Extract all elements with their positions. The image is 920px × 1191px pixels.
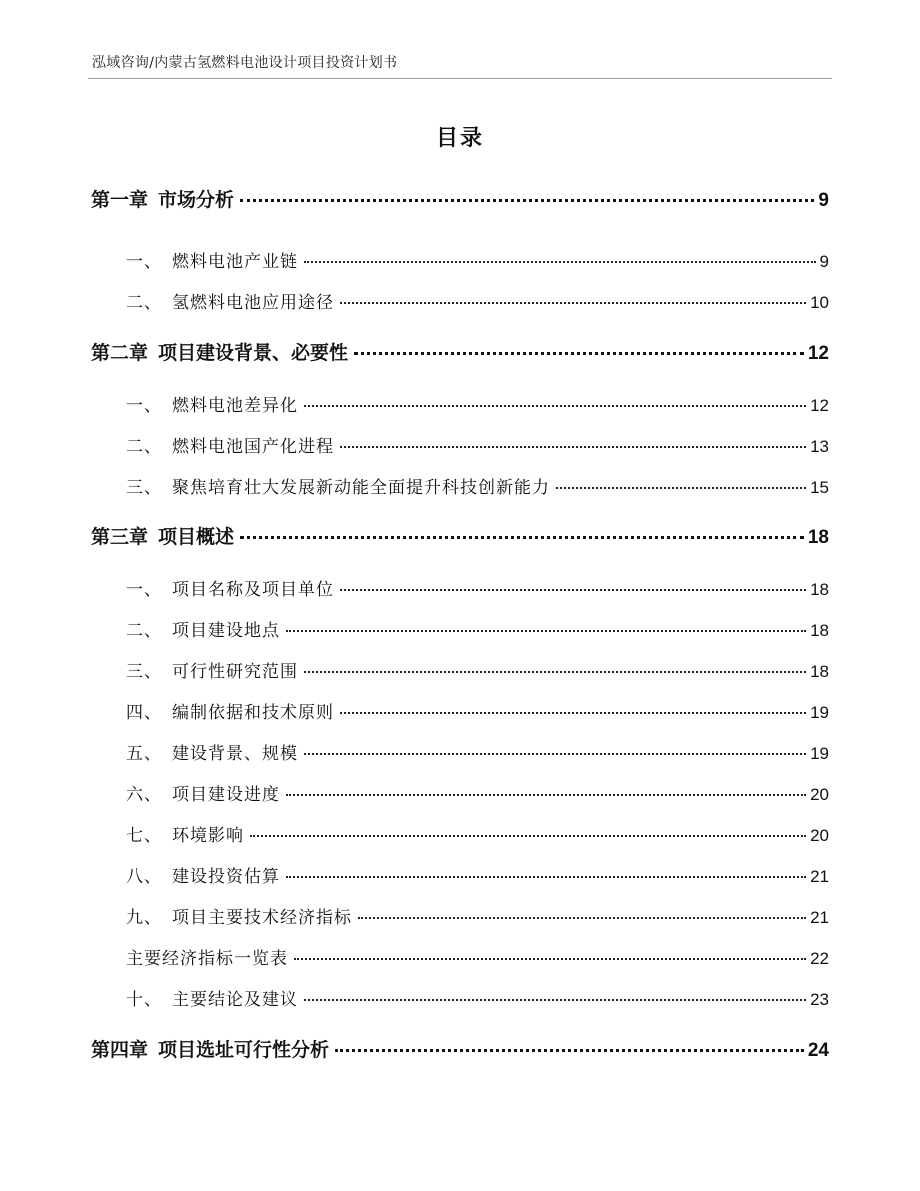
toc-entry-title: 项目名称及项目单位: [172, 580, 334, 600]
toc-dot-leader: [304, 753, 806, 755]
toc-page-number: 24: [807, 1040, 829, 1061]
toc-entry-title: 燃料电池差异化: [172, 396, 298, 416]
toc-entry-title: 建设背景、规模: [172, 744, 298, 764]
toc-dot-leader: [304, 405, 806, 407]
toc-dot-leader: [286, 630, 806, 632]
toc-dot-leader: [340, 712, 806, 714]
toc-dot-leader: [286, 876, 806, 878]
toc-entry-number: 三、: [126, 662, 162, 682]
toc-entry-number: 二、: [126, 621, 162, 641]
toc-dot-leader: [340, 446, 806, 448]
toc-page-number: 12: [807, 343, 829, 364]
toc-entry-number: 七、: [126, 826, 162, 846]
toc-dot-leader: [354, 352, 804, 355]
toc-dot-leader: [556, 487, 806, 489]
toc-page-number: 20: [810, 826, 829, 845]
toc-entry-number: 一、: [126, 396, 162, 416]
toc-dot-leader: [250, 835, 806, 837]
toc-section-2-2[interactable]: [126, 432, 829, 457]
toc-dot-leader: [340, 589, 806, 591]
toc-dot-leader: [304, 999, 806, 1001]
toc-section-3-2[interactable]: [126, 616, 829, 641]
toc-entry-number: 五、: [126, 744, 162, 764]
toc-dot-leader: [286, 794, 806, 796]
toc-dot-leader: [340, 302, 806, 304]
toc-section-3-3[interactable]: [126, 657, 829, 682]
toc-entry-number: 第二章: [91, 342, 149, 364]
toc-section-3-7[interactable]: [126, 821, 829, 846]
toc-page-number: 22: [810, 949, 829, 968]
toc-entry-title: 建设投资估算: [172, 867, 280, 887]
toc-section-3-6[interactable]: [126, 780, 829, 805]
toc-page-number: 19: [810, 744, 829, 763]
toc-page-number: 15: [810, 478, 829, 497]
toc-page-number: 18: [807, 527, 829, 548]
toc-entry-number: 六、: [126, 785, 162, 805]
toc-entry-title: 燃料电池产业链: [172, 252, 298, 272]
toc-dot-leader: [240, 199, 814, 202]
toc-entry-title: 项目建设进度: [172, 785, 280, 805]
toc-section-3-1[interactable]: [126, 575, 829, 600]
toc-section-3-10[interactable]: [126, 985, 829, 1010]
toc-page-number: 20: [810, 785, 829, 804]
toc-entry-number: 二、: [126, 437, 162, 457]
toc-entry-title: 可行性研究范围: [172, 662, 298, 682]
toc-entry-number: 三、: [126, 478, 162, 498]
toc-page-number: 18: [810, 621, 829, 640]
toc-entry-title: 主要经济指标一览表: [126, 949, 288, 969]
toc-section-3-8[interactable]: [126, 862, 829, 887]
toc-page-number: 21: [810, 867, 829, 886]
toc-dot-leader: [304, 671, 806, 673]
toc-dot-leader: [304, 261, 816, 263]
toc-entry-title: 聚焦培育壮大发展新动能全面提升科技创新能力: [172, 478, 550, 498]
toc-page-number: 12: [810, 396, 829, 415]
toc-dot-leader: [358, 917, 806, 919]
toc-section-2-1[interactable]: [126, 391, 829, 416]
toc-page-number: 23: [810, 990, 829, 1009]
toc-entry-number: 九、: [126, 908, 162, 928]
toc-chapter-1[interactable]: [91, 185, 829, 212]
toc-entry-number: 四、: [126, 703, 162, 723]
toc-entry-title: 项目概述: [158, 526, 235, 548]
toc-entry-title: 项目主要技术经济指标: [172, 908, 352, 928]
toc-chapter-4[interactable]: [91, 1035, 829, 1062]
toc-entry-number: 八、: [126, 867, 162, 887]
toc-page-number: 10: [810, 293, 829, 312]
toc-page-number: 13: [810, 437, 829, 456]
toc-entry-title: 项目建设背景、必要性: [158, 342, 349, 364]
toc-dot-leader: [294, 958, 806, 960]
toc-page-number: 9: [818, 190, 829, 211]
toc-entry-title: 编制依据和技术原则: [172, 703, 334, 723]
toc-entry-number: 二、: [126, 293, 162, 313]
toc-entry-title: 项目选址可行性分析: [158, 1039, 330, 1061]
toc-entry-number: 十、: [126, 990, 162, 1010]
toc-title: 目录: [435, 126, 484, 151]
toc-entry-title: 氢燃料电池应用途径: [172, 293, 334, 313]
toc-page-number: 21: [810, 908, 829, 927]
toc-chapter-2[interactable]: [91, 338, 829, 365]
toc-chapter-3[interactable]: [91, 522, 829, 549]
toc-section-3-table[interactable]: [126, 944, 829, 969]
toc-entry-number: 一、: [126, 580, 162, 600]
toc-entry-number: 一、: [126, 252, 162, 272]
toc-entry-number: 第一章: [91, 189, 149, 211]
toc-entry-title: 项目建设地点: [172, 621, 280, 641]
toc-section-3-5[interactable]: [126, 739, 829, 764]
toc-entry-number: 第四章: [91, 1039, 149, 1061]
toc-section-1-1[interactable]: [126, 247, 829, 272]
toc-section-1-2[interactable]: [126, 288, 829, 313]
toc-dot-leader: [335, 1049, 804, 1052]
running-header: 泓域咨询/内蒙古氢燃料电池设计项目投资计划书: [92, 55, 398, 71]
toc-entry-title: 主要结论及建议: [172, 990, 298, 1010]
toc-section-3-9[interactable]: [126, 903, 829, 928]
toc-page-number: 18: [810, 662, 829, 681]
toc-entry-number: 第三章: [91, 526, 149, 548]
toc-section-2-3[interactable]: [126, 473, 829, 498]
toc-entry-title: 市场分析: [158, 189, 235, 211]
toc-page-number: 19: [810, 703, 829, 722]
toc-section-3-4[interactable]: [126, 698, 829, 723]
toc-entry-title: 环境影响: [172, 826, 244, 846]
toc-entry-title: 燃料电池国产化进程: [172, 437, 334, 457]
toc-page-number: 9: [819, 252, 829, 271]
toc-dot-leader: [240, 536, 804, 539]
toc-page-number: 18: [810, 580, 829, 599]
